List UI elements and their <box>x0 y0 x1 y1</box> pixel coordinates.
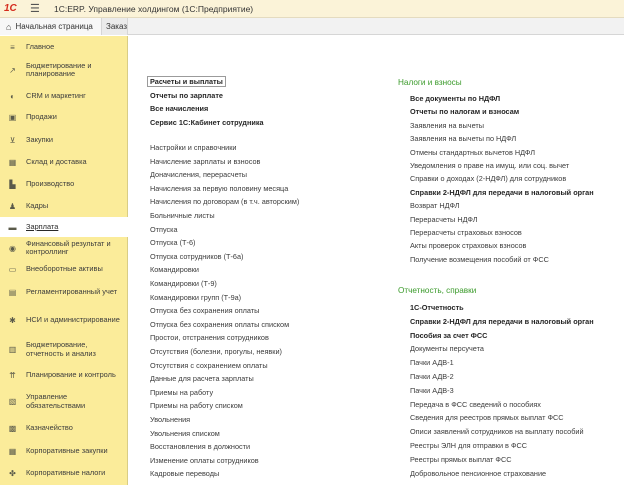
section-link[interactable]: Справки 2-НДФЛ для передачи в налоговый орган <box>410 316 594 326</box>
sidebar-item[interactable] <box>0 364 128 386</box>
sidebar-item-label: Внеоборотные активы <box>26 263 103 273</box>
home-icon: ⌂ <box>6 21 12 32</box>
sidebar-item[interactable] <box>0 279 128 306</box>
sidebar-item[interactable] <box>0 237 128 259</box>
sidebar-item-label: Бюджетирование и планирование <box>26 60 92 78</box>
section-link[interactable]: Получение возмещения пособий от ФСС <box>410 254 549 264</box>
sidebar-item[interactable] <box>0 217 128 237</box>
section-link[interactable]: Командировки групп (Т-9а) <box>150 292 242 302</box>
sidebar-item-label: Зарплата <box>26 221 59 231</box>
title-bar <box>0 0 624 18</box>
section-link[interactable]: Начисления по договорам (в т.ч. авторским) <box>150 197 300 207</box>
section-link[interactable]: Все документы по НДФЛ <box>410 94 501 103</box>
section-link[interactable]: Отсутствия с сохранением оплаты <box>150 360 268 370</box>
section-link[interactable]: Отпуска сотрудников (Т-6а) <box>150 251 244 261</box>
sidebar-item[interactable] <box>0 306 128 335</box>
section-link[interactable]: Пачки АДВ-3 <box>410 385 454 395</box>
sidebar-item-label: Управление обязательствами <box>26 392 86 410</box>
section-link[interactable]: Реестры ЭЛН для отправки в ФСС <box>410 441 528 450</box>
sidebar-item[interactable] <box>0 386 128 417</box>
section-link[interactable]: Акты проверок страховых взносов <box>410 241 527 251</box>
section-link[interactable]: Отчеты по налогам и взносам <box>410 107 520 117</box>
tax-icon: ✤ <box>9 468 16 478</box>
section-link[interactable]: Описи заявлений сотрудников на выплату пособий <box>410 427 584 437</box>
section-link[interactable]: Добровольное пенсионное страхование <box>410 468 547 478</box>
finance-icon: ◉ <box>9 243 16 253</box>
tab-orders[interactable] <box>102 18 128 35</box>
sidebar-item[interactable] <box>0 462 128 484</box>
treasury-icon: ▩ <box>8 424 17 433</box>
section-link[interactable]: Изменение оплаты сотрудников <box>150 455 259 465</box>
section-link[interactable]: Кадровые переводы <box>150 469 220 479</box>
section-link[interactable]: Отмены стандартных вычетов НДФЛ <box>410 147 536 157</box>
section-link[interactable]: Перерасчеты страховых взносов <box>410 228 522 237</box>
sidebar-item-label: Закупки <box>26 134 53 144</box>
menu-lines-icon: ≡ <box>10 42 15 52</box>
tab-home[interactable] <box>0 18 102 35</box>
section-link[interactable]: Документы персучета <box>410 344 484 354</box>
section-link[interactable]: Справки о доходах (2-НДФЛ) для сотрудников <box>410 174 567 184</box>
section-link[interactable]: Отпуска (Т-6) <box>150 238 196 248</box>
sidebar-item[interactable] <box>0 54 128 86</box>
pie-icon: ◐ <box>10 91 15 101</box>
sidebar-item[interactable] <box>0 129 128 151</box>
section-link[interactable]: Заявления на вычеты по НДФЛ <box>410 134 517 144</box>
shopping-bag-icon: ▣ <box>8 112 17 122</box>
section-link[interactable]: Пособия за счет ФСС <box>410 330 488 340</box>
sidebar-item-label: Финансовый результат и контроллинг <box>26 238 111 256</box>
sidebar-item-label: Корпоративные закупки <box>26 445 108 455</box>
document-icon: ▤ <box>8 288 17 297</box>
sidebar-item[interactable] <box>0 86 128 106</box>
section-link[interactable]: Простои, отстранения сотрудников <box>150 333 269 343</box>
chart-icon: ↗ <box>9 65 16 75</box>
section-content <box>129 36 624 485</box>
main-menu-icon[interactable]: ☰ <box>30 3 40 15</box>
sidebar-item[interactable] <box>0 106 128 128</box>
sidebar-item-label: Кадры <box>26 200 49 210</box>
sidebar-item[interactable] <box>0 417 128 440</box>
sidebar-item[interactable] <box>0 195 128 217</box>
section-link[interactable]: Увольнения списком <box>150 428 220 438</box>
section-link[interactable]: Справки 2-НДФЛ для передачи в налоговый орган <box>410 187 594 197</box>
sidebar-item-label: Бюджетирование, отчетность и анализ <box>26 340 96 358</box>
section-link[interactable]: Отсутствия (болезни, прогулы, неявки) <box>150 347 282 356</box>
section-link[interactable]: Все начисления <box>150 104 209 113</box>
planning-icon: ⇈ <box>9 370 16 380</box>
sidebar-item-label: Казначейство <box>26 423 73 433</box>
sections-panel <box>0 36 128 485</box>
person-icon: ♟ <box>8 201 17 211</box>
section-link[interactable]: Командировки (Т-9) <box>150 279 217 288</box>
gift-icon: ▦ <box>8 446 17 456</box>
section-link[interactable]: Передача в ФСС сведений о пособиях <box>410 399 541 409</box>
section-link[interactable]: Сведения для реестров прямых выплат ФСС <box>410 413 564 423</box>
section-link[interactable]: Начисления за первую половину месяца <box>150 183 289 193</box>
section-link[interactable]: Приемы на работу списком <box>150 401 243 411</box>
section-link[interactable]: Пачки АДВ-2 <box>410 372 454 381</box>
sidebar-item[interactable] <box>0 335 128 364</box>
sidebar-item-label: Главное <box>26 41 55 51</box>
section-link[interactable]: Начисление зарплаты и взносов <box>150 156 261 166</box>
report-icon: ▥ <box>8 345 17 354</box>
gear-icon: ✱ <box>9 316 16 325</box>
section-link[interactable]: Доначисления, перерасчеты <box>150 170 247 180</box>
section-link[interactable]: Заявления на вычеты <box>410 120 484 130</box>
section-title-reports: Отчетность, справки <box>398 286 477 295</box>
section-link[interactable]: Больничные листы <box>150 211 215 220</box>
wallet-icon: ▬ <box>8 222 17 232</box>
section-link[interactable]: Приемы на работу <box>150 387 214 397</box>
section-link[interactable]: Восстановления в должности <box>150 442 251 452</box>
sidebar-item-label: НСИ и администрирование <box>26 315 120 325</box>
section-title-taxes: Налоги и взносы <box>398 78 462 87</box>
sidebar-item[interactable] <box>0 440 128 462</box>
tab-home-label: Начальная страница <box>15 22 93 31</box>
sidebar-item[interactable] <box>0 151 128 173</box>
section-link[interactable]: Сервис 1С:Кабинет сотрудника <box>150 118 264 127</box>
sidebar-item-label: Регламентированный учет <box>26 287 118 297</box>
section-link[interactable]: Отпуска без сохранения оплаты <box>150 306 260 316</box>
sidebar-item-label: CRM и маркетинг <box>26 90 86 100</box>
car-icon: ▭ <box>8 264 17 274</box>
section-link[interactable]: Отчеты по зарплате <box>150 91 223 100</box>
section-link[interactable]: Настройки и справочники <box>150 143 237 152</box>
cart-icon: ⊻ <box>9 135 16 145</box>
window-title: 1С:ERP. Управление холдингом (1С:Предприятие) <box>54 3 254 14</box>
section-link[interactable]: Увольнения <box>150 415 191 424</box>
section-link[interactable]: Отпуска <box>150 224 178 234</box>
sidebar-item-label: Продажи <box>26 111 57 121</box>
sidebar-item-label: Корпоративные налоги <box>26 467 106 477</box>
section-link[interactable]: Реестры прямых выплат ФСС <box>410 454 512 464</box>
sidebar-item[interactable] <box>0 259 128 279</box>
section-link[interactable]: Возврат НДФЛ <box>410 201 460 211</box>
section-link[interactable]: Данные для расчета зарплаты <box>150 374 254 384</box>
sidebar-item[interactable] <box>0 173 128 195</box>
section-link[interactable]: Отпуска без сохранения оплаты списком <box>150 319 290 329</box>
section-link[interactable]: 1С-Отчетность <box>410 303 464 312</box>
warehouse-icon: ▦ <box>8 157 17 167</box>
section-link[interactable]: Пачки АДВ-1 <box>410 358 454 368</box>
section-link[interactable]: Уведомления о праве на имущ. или соц. вычет <box>410 161 570 170</box>
section-link[interactable]: Командировки <box>150 265 200 275</box>
sidebar-item-label: Склад и доставка <box>26 156 87 166</box>
factory-icon: ▙ <box>9 179 16 189</box>
obligations-icon: ▧ <box>8 397 17 406</box>
section-link[interactable]: Перерасчеты НДФЛ <box>410 214 478 224</box>
tab-orders-label: Заказ <box>106 22 127 31</box>
sidebar-item-label: Производство <box>26 178 75 188</box>
app-logo: 1С <box>4 3 17 14</box>
section-link[interactable]: Расчеты и выплаты <box>147 76 226 87</box>
sidebar-item-label: Планирование и контроль <box>26 369 116 379</box>
tab-bar <box>0 18 624 35</box>
